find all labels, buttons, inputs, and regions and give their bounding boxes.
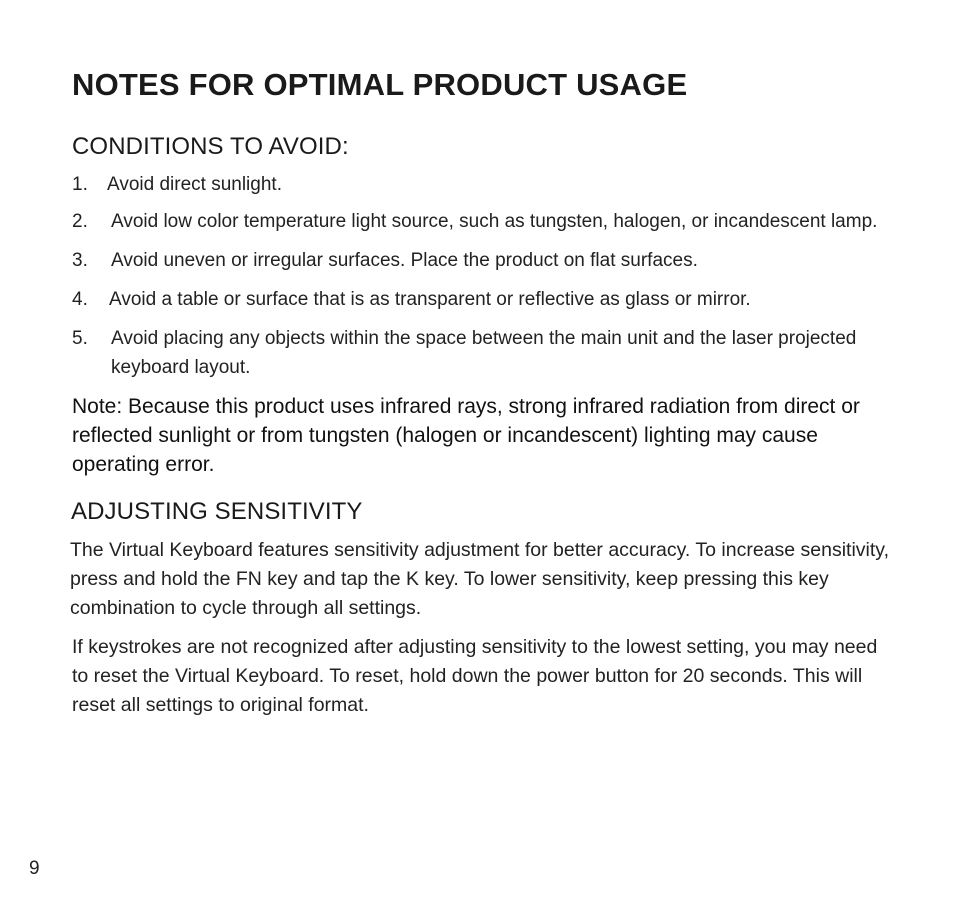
list-item-text: Avoid direct sunlight. bbox=[107, 174, 282, 195]
list-item bbox=[72, 246, 892, 275]
list-item bbox=[72, 285, 892, 314]
list-item-text: Avoid uneven or irregular surfaces. Place the product on flat surfaces. bbox=[111, 250, 698, 271]
infrared-note: Note: Because this product uses infrared rays, strong infrared radiation from direct or reflected sunlight or from tungsten (halogen or incandescent) lighting may cause operating error. bbox=[72, 395, 860, 476]
sensitivity-paragraph: The Virtual Keyboard features sensitivity adjustment for better accuracy. To increase sensitivity, press and hold the FN key and tap the K key. To lower sensitivity, keep pressing this key combination to cycle through all settings. bbox=[70, 539, 890, 619]
reset-paragraph: If keystrokes are not recognized after adjusting sensitivity to the lowest setting, you may need to reset the Virtual Keyboard. To reset, hold down the power button for 20 seconds. This will reset all settings to original format. bbox=[72, 636, 878, 716]
sensitivity-heading: ADJUSTING SENSITIVITY bbox=[71, 498, 363, 525]
list-item bbox=[72, 324, 892, 382]
list-item-text: Avoid a table or surface that is as transparent or reflective as glass or mirror. bbox=[109, 289, 751, 310]
list-item-number: 5. bbox=[72, 328, 88, 349]
page-title: NOTES FOR OPTIMAL PRODUCT USAGE bbox=[72, 67, 688, 102]
page-number: 9 bbox=[29, 858, 40, 879]
list-item bbox=[72, 170, 892, 199]
conditions-list bbox=[72, 170, 892, 382]
conditions-heading: CONDITIONS TO AVOID: bbox=[72, 133, 349, 160]
list-item bbox=[72, 207, 892, 236]
page-content bbox=[72, 66, 892, 720]
list-item-text: Avoid low color temperature light source, such as tungsten, halogen, or incandescent lamp. bbox=[111, 211, 878, 232]
list-item-text: Avoid placing any objects within the space between the main unit and the laser projected keyboard layout. bbox=[111, 328, 857, 378]
list-item-number: 3. bbox=[72, 250, 88, 271]
list-item-number: 1. bbox=[72, 174, 88, 195]
list-item-number: 2. bbox=[72, 211, 88, 232]
list-item-number: 4. bbox=[72, 289, 88, 310]
